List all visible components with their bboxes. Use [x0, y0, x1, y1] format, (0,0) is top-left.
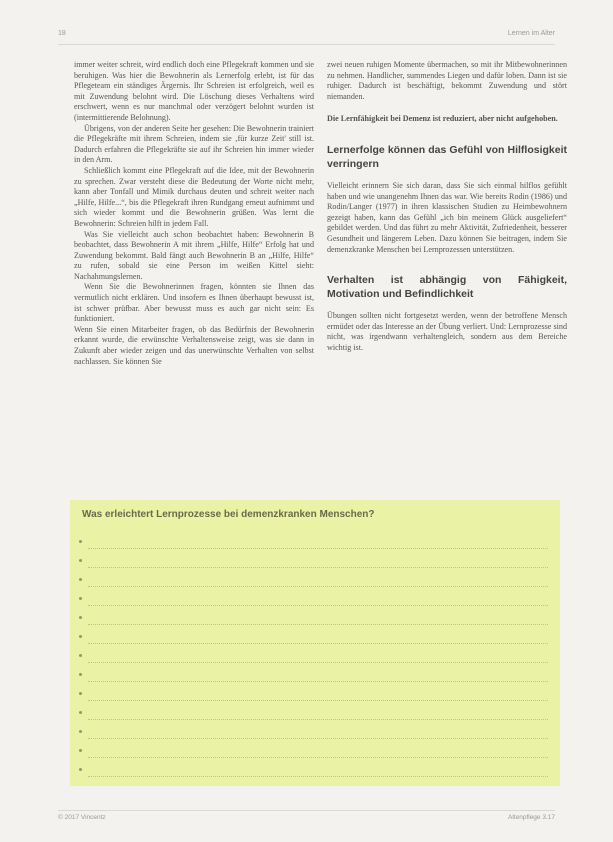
bullet-line: [88, 548, 548, 550]
bullet-dot: [79, 616, 82, 619]
bullet-dot: [79, 597, 82, 600]
bullet-line: [88, 662, 548, 664]
bullet-dot: [79, 730, 82, 733]
bullet-line: [88, 681, 548, 683]
left-paragraph: Schließlich kommt eine Pflegekraft auf die Idee, mit der Bewohnerin zu sprechen. Zwar versteht diese die Bedeutung der Worte nicht mehr, kann aber Tonfall und Mimik durchaus deuten und schreit weiter nach „Hilfe, Hilfe...“, bis die Pflegekraft ihren Rundgang erneut aufnimmt und sich wieder kommt und die Bewohnerin grüßen. Was lernt die Bewohnerin: Schreien hilft in jedem Fall.: [74, 165, 314, 228]
section-2-body: Übungen sollten nicht fortgesetzt werden, wenn der betroffene Mensch ermüdet oder das Interesse an der Übung verliert. Und: Lernprozesse sind nicht, was irgendwann verhaltengleich, sondern aus dem Bereiche wichtig ist.: [327, 311, 567, 352]
info-box-title: Was erleichtert Lernprozesse bei demenzkranken Menschen?: [82, 509, 375, 520]
left-paragraph: immer weiter schreit, wird endlich doch eine Pflegekraft kommen und sie beruhigen. Was hier die Bewohnerin als Lernerfolg erlebt, ist für das Pflegeteam ein ständiges Ärgernis. Ihr Schreien ist erfolgreich, weil es mit Zuwendung belohnt wird. Die Löschung dieses Verhaltens wird erschwert, wenn es nur manchmal oder verzögert belohnt wurden ist (intermittierende Belohnung).: [74, 60, 314, 122]
bullet-line: [88, 757, 548, 759]
bullet-dot: [79, 654, 82, 657]
left-paragraph: Wenn Sie die Bewohnerinnen fragen, könnten sie Ihnen das vermutlich nicht erklären. Und insofern es Ihnen überhaupt bewusst ist, ist schwer prüfbar. Aber bewusst muss es auch gar nicht sein: Es funktioniert.: [74, 282, 314, 324]
footer-issue: Altenpflege 3.17: [508, 814, 555, 821]
bullet-dot: [79, 692, 82, 695]
left-paragraph: Was Sie vielleicht auch schon beobachtet haben: Bewohnerin B beobachtet, dass Bewohnerin A mit ihrem „Hilfe, Hilfe“ Erfolg hat und Zuwendung bekommt. Bald fängt auch Bewohnerin B an „Hilfe, Hilfe“ zu rufen, sobald sie eine Person im weißen Kittel sieht: Nachahmungslernen.: [74, 229, 314, 281]
bullet-line: [88, 719, 548, 721]
right-top-paragraphs: [327, 60, 567, 102]
footer-copyright: © 2017 Vincentz: [58, 814, 106, 821]
bullet-line: [88, 586, 548, 588]
info-box: [70, 500, 560, 786]
bullet-dot: [79, 673, 82, 676]
left-paragraph: Wenn Sie einen Mitarbeiter fragen, ob das Bedürfnis der Bewohnerin erkannt wurde, die erwünschte Verhaltensweise zeigt, was sie dann in Zukunft aber wieder zeigen und das unerwünschte Verhalten von selbst nachlassen. Sie können Sie: [74, 324, 314, 366]
page-header: [58, 30, 555, 42]
right-paragraph: zwei neuen ruhigen Momente übermachen, so mit ihr Mitbewohnerinnen zu nehmen. Handlicher, summendes Liegen und dafür loben. Dann ist sie ruhiger. Dadurch ist beschäftigt, bekommt Zuwendung und stört niemanden.: [327, 60, 567, 101]
bullet-dot: [79, 578, 82, 581]
bullet-line: [88, 700, 548, 702]
section-heading-1: Lernerfolge können das Gefühl von Hilflosigkeit verringern: [327, 143, 567, 170]
bold-statement: Die Lernfähigkeit bei Demenz ist reduziert, aber nicht aufgehoben.: [327, 114, 558, 124]
bullet-line: [88, 624, 548, 626]
bullet-line: [88, 567, 548, 569]
section-label: Lernen im Alter: [507, 30, 555, 37]
section-heading-2: Verhalten ist abhängig von Fähigkeit, Motivation und Befindlichkeit: [327, 274, 567, 301]
bullet-dot: [79, 768, 82, 771]
right-column: [327, 60, 567, 354]
bullet-dot: [79, 635, 82, 638]
footer-divider: [58, 810, 555, 811]
left-paragraph: Übrigens, von der anderen Seite her gesehen: Die Bewohnerin trainiert die Pflegekräfte mit ihrem Schreien, indem sie ‚für kurze Zeit' still ist. Dadurch erfahren die Pflegekräfte sie auf ihr Schreien hin immer wieder in den Arm.: [74, 123, 314, 165]
bullet-line: [88, 605, 548, 607]
left-column: [74, 60, 314, 367]
bullet-line: [88, 776, 548, 778]
header-divider: [58, 44, 555, 45]
bullet-line: [88, 643, 548, 645]
bullet-line: [88, 738, 548, 740]
bullet-dot: [79, 559, 82, 562]
bullet-dot: [79, 711, 82, 714]
bullet-dot: [79, 540, 82, 543]
section-1-body: Vielleicht erinnern Sie sich daran, dass Sie sich einmal hilflos gefühlt haben und wie unangenehm Ihnen das war. Wie bereits Rodin (1986) und Rodin/Langer (1977) in ihren klassischen Studien zu Heimbewohnern gezeigt haben, kann das Gefühl „ich bin meinem Glück ausgeliefert“ gebildet werden. Und das führt zu mehr Aktivität, Zufriedenheit, besserer Gesundheit und längerem Leben. Dazu können Sie beitragen, indem Sie demenzkranke Menschen bei Lernprozessen unterstützen.: [327, 180, 567, 254]
page-footer: [58, 814, 555, 826]
page-number: 18: [58, 30, 66, 37]
bullet-dot: [79, 749, 82, 752]
